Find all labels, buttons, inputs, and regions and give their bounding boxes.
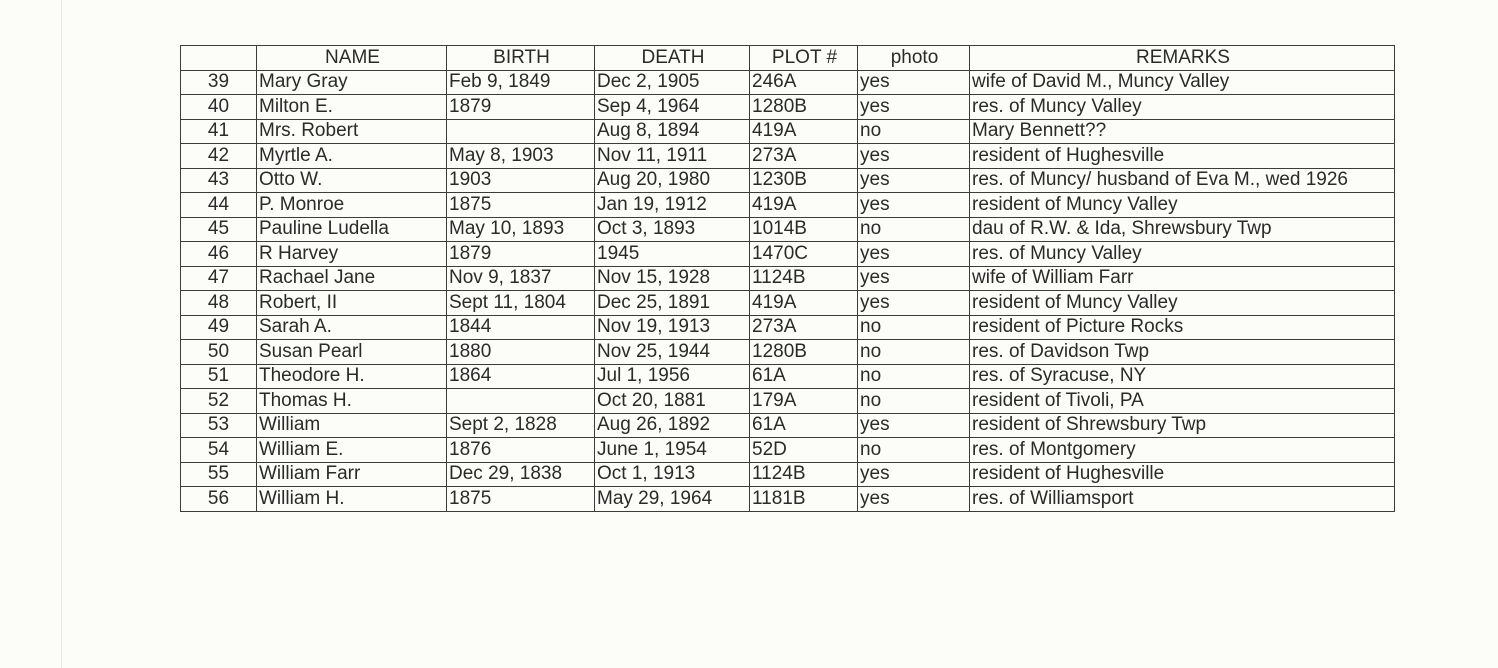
table-row (181, 95, 1395, 120)
header-remarks: REMARKS (970, 46, 1395, 71)
cell-photo: no (858, 438, 970, 463)
cell-plot: 246A (750, 70, 858, 95)
cell-plot: 273A (750, 144, 858, 169)
table-row (181, 487, 1395, 512)
cell-death: Nov 25, 1944 (595, 340, 750, 365)
cell-photo: no (858, 315, 970, 340)
burial-records-table (180, 45, 1395, 512)
cell-remarks: resident of Hughesville (970, 144, 1395, 169)
cell-remarks: wife of William Farr (970, 266, 1395, 291)
cell-num: 44 (181, 193, 257, 218)
cell-plot: 1014B (750, 217, 858, 242)
cell-death: Oct 3, 1893 (595, 217, 750, 242)
cell-birth: 1864 (447, 364, 595, 389)
cell-num: 42 (181, 144, 257, 169)
table-row (181, 291, 1395, 316)
cell-remarks: res. of Muncy/ husband of Eva M., wed 1926 (970, 168, 1395, 193)
cell-num: 52 (181, 389, 257, 414)
cell-photo: yes (858, 291, 970, 316)
cell-name: Robert, II (257, 291, 447, 316)
header-photo: photo (858, 46, 970, 71)
cell-plot: 1470C (750, 242, 858, 267)
cell-photo: yes (858, 144, 970, 169)
cell-photo: yes (858, 242, 970, 267)
cell-photo: no (858, 340, 970, 365)
cell-plot: 179A (750, 389, 858, 414)
cell-death: Aug 20, 1980 (595, 168, 750, 193)
cell-birth: Sept 11, 1804 (447, 291, 595, 316)
cell-photo: yes (858, 95, 970, 120)
cell-name: William Farr (257, 462, 447, 487)
cell-plot: 1124B (750, 266, 858, 291)
cell-birth (447, 119, 595, 144)
cell-photo: yes (858, 462, 970, 487)
cell-remarks: res. of Davidson Twp (970, 340, 1395, 365)
cell-num: 49 (181, 315, 257, 340)
cell-birth: May 10, 1893 (447, 217, 595, 242)
cell-photo: yes (858, 193, 970, 218)
table-row (181, 413, 1395, 438)
cell-death: Nov 11, 1911 (595, 144, 750, 169)
cell-birth (447, 389, 595, 414)
cell-death: Dec 25, 1891 (595, 291, 750, 316)
cell-num: 46 (181, 242, 257, 267)
table-row (181, 340, 1395, 365)
header-name: NAME (257, 46, 447, 71)
cell-photo: no (858, 119, 970, 144)
cell-death: Aug 8, 1894 (595, 119, 750, 144)
cell-plot: 1280B (750, 95, 858, 120)
cell-birth: 1844 (447, 315, 595, 340)
cell-birth: Nov 9, 1837 (447, 266, 595, 291)
cell-name: Susan Pearl (257, 340, 447, 365)
cell-death: Nov 19, 1913 (595, 315, 750, 340)
cell-name: Rachael Jane (257, 266, 447, 291)
header-row (181, 46, 1395, 71)
cell-num: 41 (181, 119, 257, 144)
cell-plot: 1230B (750, 168, 858, 193)
cell-remarks: res. of Montgomery (970, 438, 1395, 463)
cell-photo: yes (858, 487, 970, 512)
cell-remarks: res. of Muncy Valley (970, 95, 1395, 120)
cell-num: 48 (181, 291, 257, 316)
cell-plot: 61A (750, 413, 858, 438)
table-row (181, 242, 1395, 267)
cell-remarks: resident of Muncy Valley (970, 193, 1395, 218)
cell-remarks: Mary Bennett?? (970, 119, 1395, 144)
cell-name: William E. (257, 438, 447, 463)
cell-photo: no (858, 389, 970, 414)
header-birth: BIRTH (447, 46, 595, 71)
cell-death: Jul 1, 1956 (595, 364, 750, 389)
cell-photo: yes (858, 266, 970, 291)
scan-edge-line (61, 0, 62, 668)
cell-death: Sep 4, 1964 (595, 95, 750, 120)
cell-name: Milton E. (257, 95, 447, 120)
cell-num: 54 (181, 438, 257, 463)
cell-photo: yes (858, 70, 970, 95)
cell-death: May 29, 1964 (595, 487, 750, 512)
cell-death: Nov 15, 1928 (595, 266, 750, 291)
cell-remarks: res. of Williamsport (970, 487, 1395, 512)
table-row (181, 364, 1395, 389)
cell-photo: yes (858, 168, 970, 193)
cell-remarks: resident of Shrewsbury Twp (970, 413, 1395, 438)
cell-plot: 419A (750, 291, 858, 316)
table-body (181, 70, 1395, 511)
cell-death: June 1, 1954 (595, 438, 750, 463)
cell-name: Pauline Ludella (257, 217, 447, 242)
cell-plot: 419A (750, 193, 858, 218)
cell-plot: 273A (750, 315, 858, 340)
cell-num: 39 (181, 70, 257, 95)
cell-remarks: wife of David M., Muncy Valley (970, 70, 1395, 95)
table-row (181, 315, 1395, 340)
cell-name: Myrtle A. (257, 144, 447, 169)
header-plot: PLOT # (750, 46, 858, 71)
cell-birth: 1875 (447, 193, 595, 218)
cell-name: Mrs. Robert (257, 119, 447, 144)
cell-name: Theodore H. (257, 364, 447, 389)
table-row (181, 168, 1395, 193)
cell-plot: 1181B (750, 487, 858, 512)
cell-plot: 52D (750, 438, 858, 463)
cell-num: 40 (181, 95, 257, 120)
cell-name: R Harvey (257, 242, 447, 267)
cell-remarks: resident of Tivoli, PA (970, 389, 1395, 414)
cell-remarks: resident of Hughesville (970, 462, 1395, 487)
cell-name: Thomas H. (257, 389, 447, 414)
table-row (181, 119, 1395, 144)
cell-num: 45 (181, 217, 257, 242)
cell-remarks: res. of Muncy Valley (970, 242, 1395, 267)
cell-plot: 1280B (750, 340, 858, 365)
cell-birth: May 8, 1903 (447, 144, 595, 169)
cell-remarks: dau of R.W. & Ida, Shrewsbury Twp (970, 217, 1395, 242)
cell-name: William (257, 413, 447, 438)
cell-name: Sarah A. (257, 315, 447, 340)
table-row (181, 70, 1395, 95)
table-row (181, 462, 1395, 487)
cell-remarks: res. of Syracuse, NY (970, 364, 1395, 389)
table-row (181, 389, 1395, 414)
cell-photo: no (858, 364, 970, 389)
table-row (181, 193, 1395, 218)
cell-name: Mary Gray (257, 70, 447, 95)
cell-num: 50 (181, 340, 257, 365)
cell-num: 55 (181, 462, 257, 487)
table-row (181, 144, 1395, 169)
cell-photo: no (858, 217, 970, 242)
cell-death: Jan 19, 1912 (595, 193, 750, 218)
table-row (181, 438, 1395, 463)
cell-remarks: resident of Picture Rocks (970, 315, 1395, 340)
cell-birth: Feb 9, 1849 (447, 70, 595, 95)
cell-birth: 1880 (447, 340, 595, 365)
cell-birth: 1876 (447, 438, 595, 463)
cell-death: Oct 1, 1913 (595, 462, 750, 487)
cell-plot: 61A (750, 364, 858, 389)
cell-num: 51 (181, 364, 257, 389)
table-row (181, 217, 1395, 242)
cell-name: William H. (257, 487, 447, 512)
cell-death: Oct 20, 1881 (595, 389, 750, 414)
cell-name: P. Monroe (257, 193, 447, 218)
cell-name: Otto W. (257, 168, 447, 193)
cell-num: 43 (181, 168, 257, 193)
header-death: DEATH (595, 46, 750, 71)
cell-num: 47 (181, 266, 257, 291)
table-row (181, 266, 1395, 291)
cell-birth: Sept 2, 1828 (447, 413, 595, 438)
cell-birth: 1879 (447, 95, 595, 120)
header-num (181, 46, 257, 71)
cell-death: 1945 (595, 242, 750, 267)
cell-birth: 1879 (447, 242, 595, 267)
cell-death: Dec 2, 1905 (595, 70, 750, 95)
cell-remarks: resident of Muncy Valley (970, 291, 1395, 316)
cell-photo: yes (858, 413, 970, 438)
cell-birth: Dec 29, 1838 (447, 462, 595, 487)
cell-plot: 419A (750, 119, 858, 144)
cell-plot: 1124B (750, 462, 858, 487)
cell-num: 53 (181, 413, 257, 438)
cell-death: Aug 26, 1892 (595, 413, 750, 438)
cell-birth: 1903 (447, 168, 595, 193)
cell-birth: 1875 (447, 487, 595, 512)
cell-num: 56 (181, 487, 257, 512)
